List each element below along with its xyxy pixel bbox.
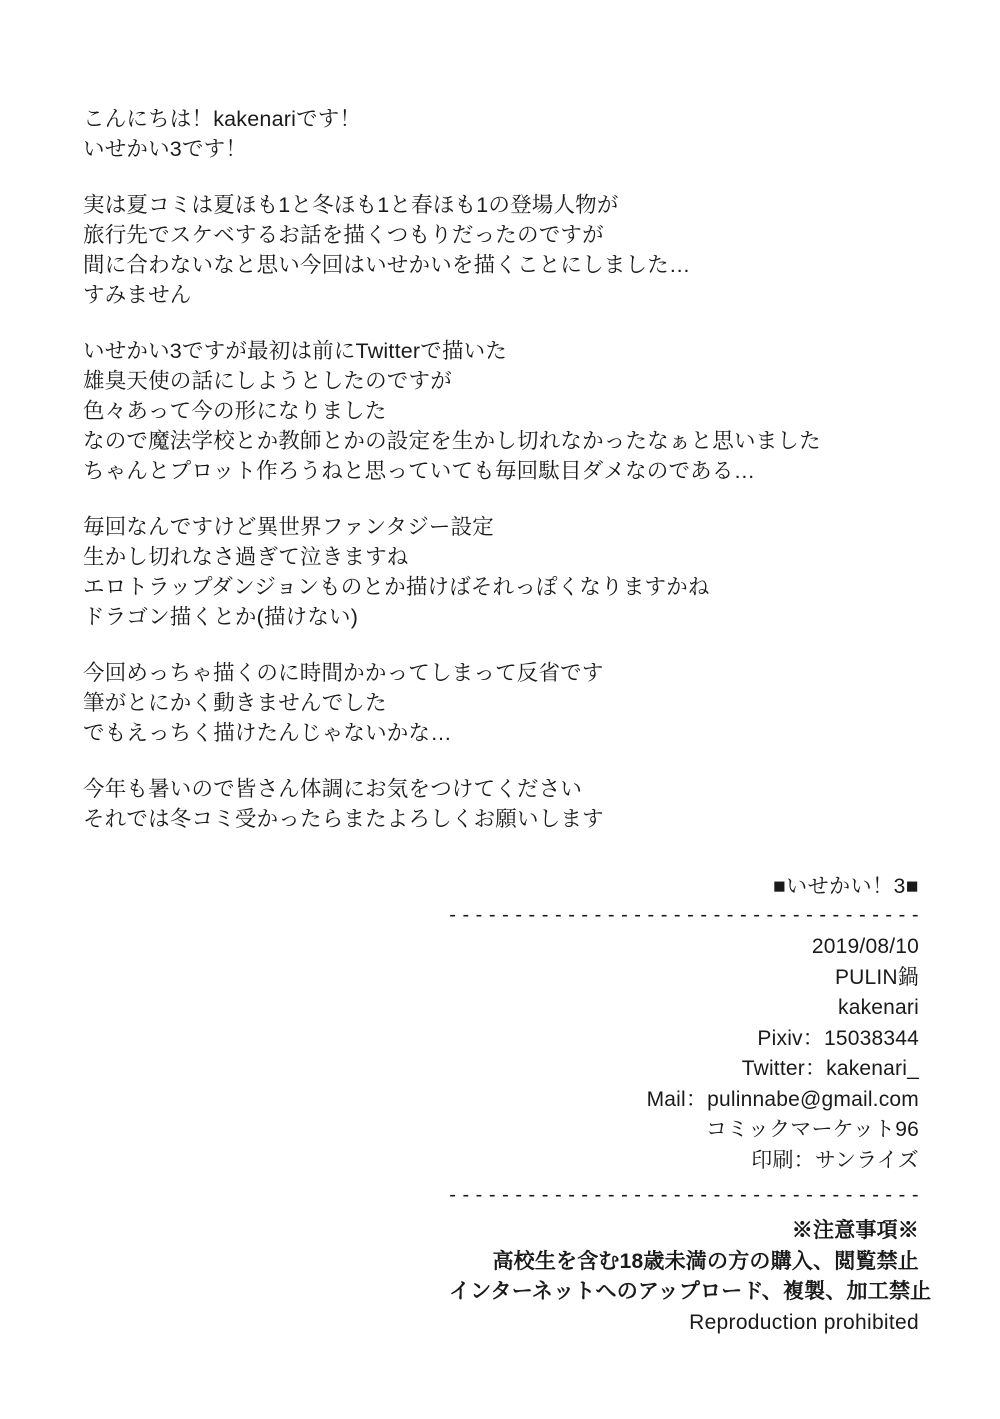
afterword-paragraph — [83, 104, 903, 164]
afterword-line: 間に合わないなと思い今回はいせかいを描くことにしました… — [83, 253, 691, 277]
afterword-line: いせかい3ですが最初は前にTwitterで描いた — [83, 339, 508, 363]
colophon-entry-mail: Mail：pulinnabe@gmail.com — [646, 1087, 919, 1111]
afterword-line: 今年も暑いので皆さん体調にお気をつけてください — [83, 777, 583, 801]
afterword-paragraph — [83, 512, 903, 632]
notice-line: 高校生を含む18歳未満の方の購入、閲覧禁止 — [492, 1249, 919, 1273]
afterword-line: いせかい3です！ — [83, 137, 248, 161]
colophon — [449, 872, 932, 1338]
afterword-text — [83, 104, 903, 834]
afterword-line: こんにちは！kakenariです！ — [83, 107, 362, 131]
afterword-line: でもえっちく描けたんじゃないかな… — [83, 721, 452, 745]
notice-block — [449, 1216, 932, 1338]
afterword-line: 旅行先でスケベするお話を描くつもりだったのですが — [83, 223, 604, 247]
colophon-entry-printer: 印刷：サンライズ — [751, 1148, 919, 1172]
colophon-entry-author: kakenari — [838, 996, 919, 1019]
afterword-line: 今回めっちゃ描くのに時間かかってしまって反省です — [83, 661, 604, 685]
notice-heading: ※注意事項※ — [791, 1219, 919, 1242]
afterword-paragraph — [83, 190, 903, 310]
colophon-title: ■いせかい！3■ — [772, 875, 919, 898]
afterword-line: 生かし切れなさ過ぎて泣きますね — [83, 545, 409, 569]
colophon-divider-bottom: - - - - - - - - - - - - - - - - - - - - - - - - - - - - - - - - - - - - — [449, 1184, 919, 1206]
afterword-line: 雄臭天使の話にしようとしたのですが — [83, 369, 452, 393]
afterword-line: それでは冬コミ受かったらまたよろしくお願いします — [83, 807, 604, 831]
afterword-line: 筆がとにかく動きませんでした — [83, 691, 387, 715]
colophon-entry-event: コミックマーケット96 — [705, 1118, 919, 1141]
afterword-line: ちゃんとプロット作ろうねと思っていても毎回駄目ダメなのである… — [83, 459, 756, 483]
afterword-paragraph — [83, 336, 903, 486]
afterword-line: エロトラップダンジョンものとか描けばそれっぽくなりますかね — [83, 575, 710, 599]
colophon-entry-pixiv: Pixiv：15038344 — [757, 1026, 919, 1050]
afterword-line: 実は夏コミは夏ほも1と冬ほも1と春ほも1の登場人物が — [83, 193, 619, 217]
colophon-divider-top: - - - - - - - - - - - - - - - - - - - - - - - - - - - - - - - - - - - - — [449, 904, 919, 926]
afterword-paragraph — [83, 658, 903, 748]
afterword-line: 色々あって今の形になりました — [83, 399, 387, 423]
afterword-line: すみません — [83, 283, 192, 307]
notice-english: Reproduction prohibited — [689, 1310, 919, 1334]
afterword-line: ドラゴン描くとか(描けない) — [83, 605, 359, 629]
afterword-line: 毎回なんですけど異世界ファンタジー設定 — [83, 515, 495, 539]
notice-line: インターネットへのアップロード、複製、加工禁止 — [449, 1280, 932, 1303]
colophon-entry-twitter: Twitter：kakenari_ — [741, 1057, 919, 1080]
afterword-paragraph — [83, 774, 903, 834]
colophon-entry-date: 2019/08/10 — [811, 935, 919, 958]
colophon-entry-circle: PULIN鍋 — [834, 965, 919, 989]
afterword-line: なので魔法学校とか教師とかの設定を生かし切れなかったなぁと思いました — [83, 429, 821, 453]
colophon-entries — [449, 932, 919, 1176]
